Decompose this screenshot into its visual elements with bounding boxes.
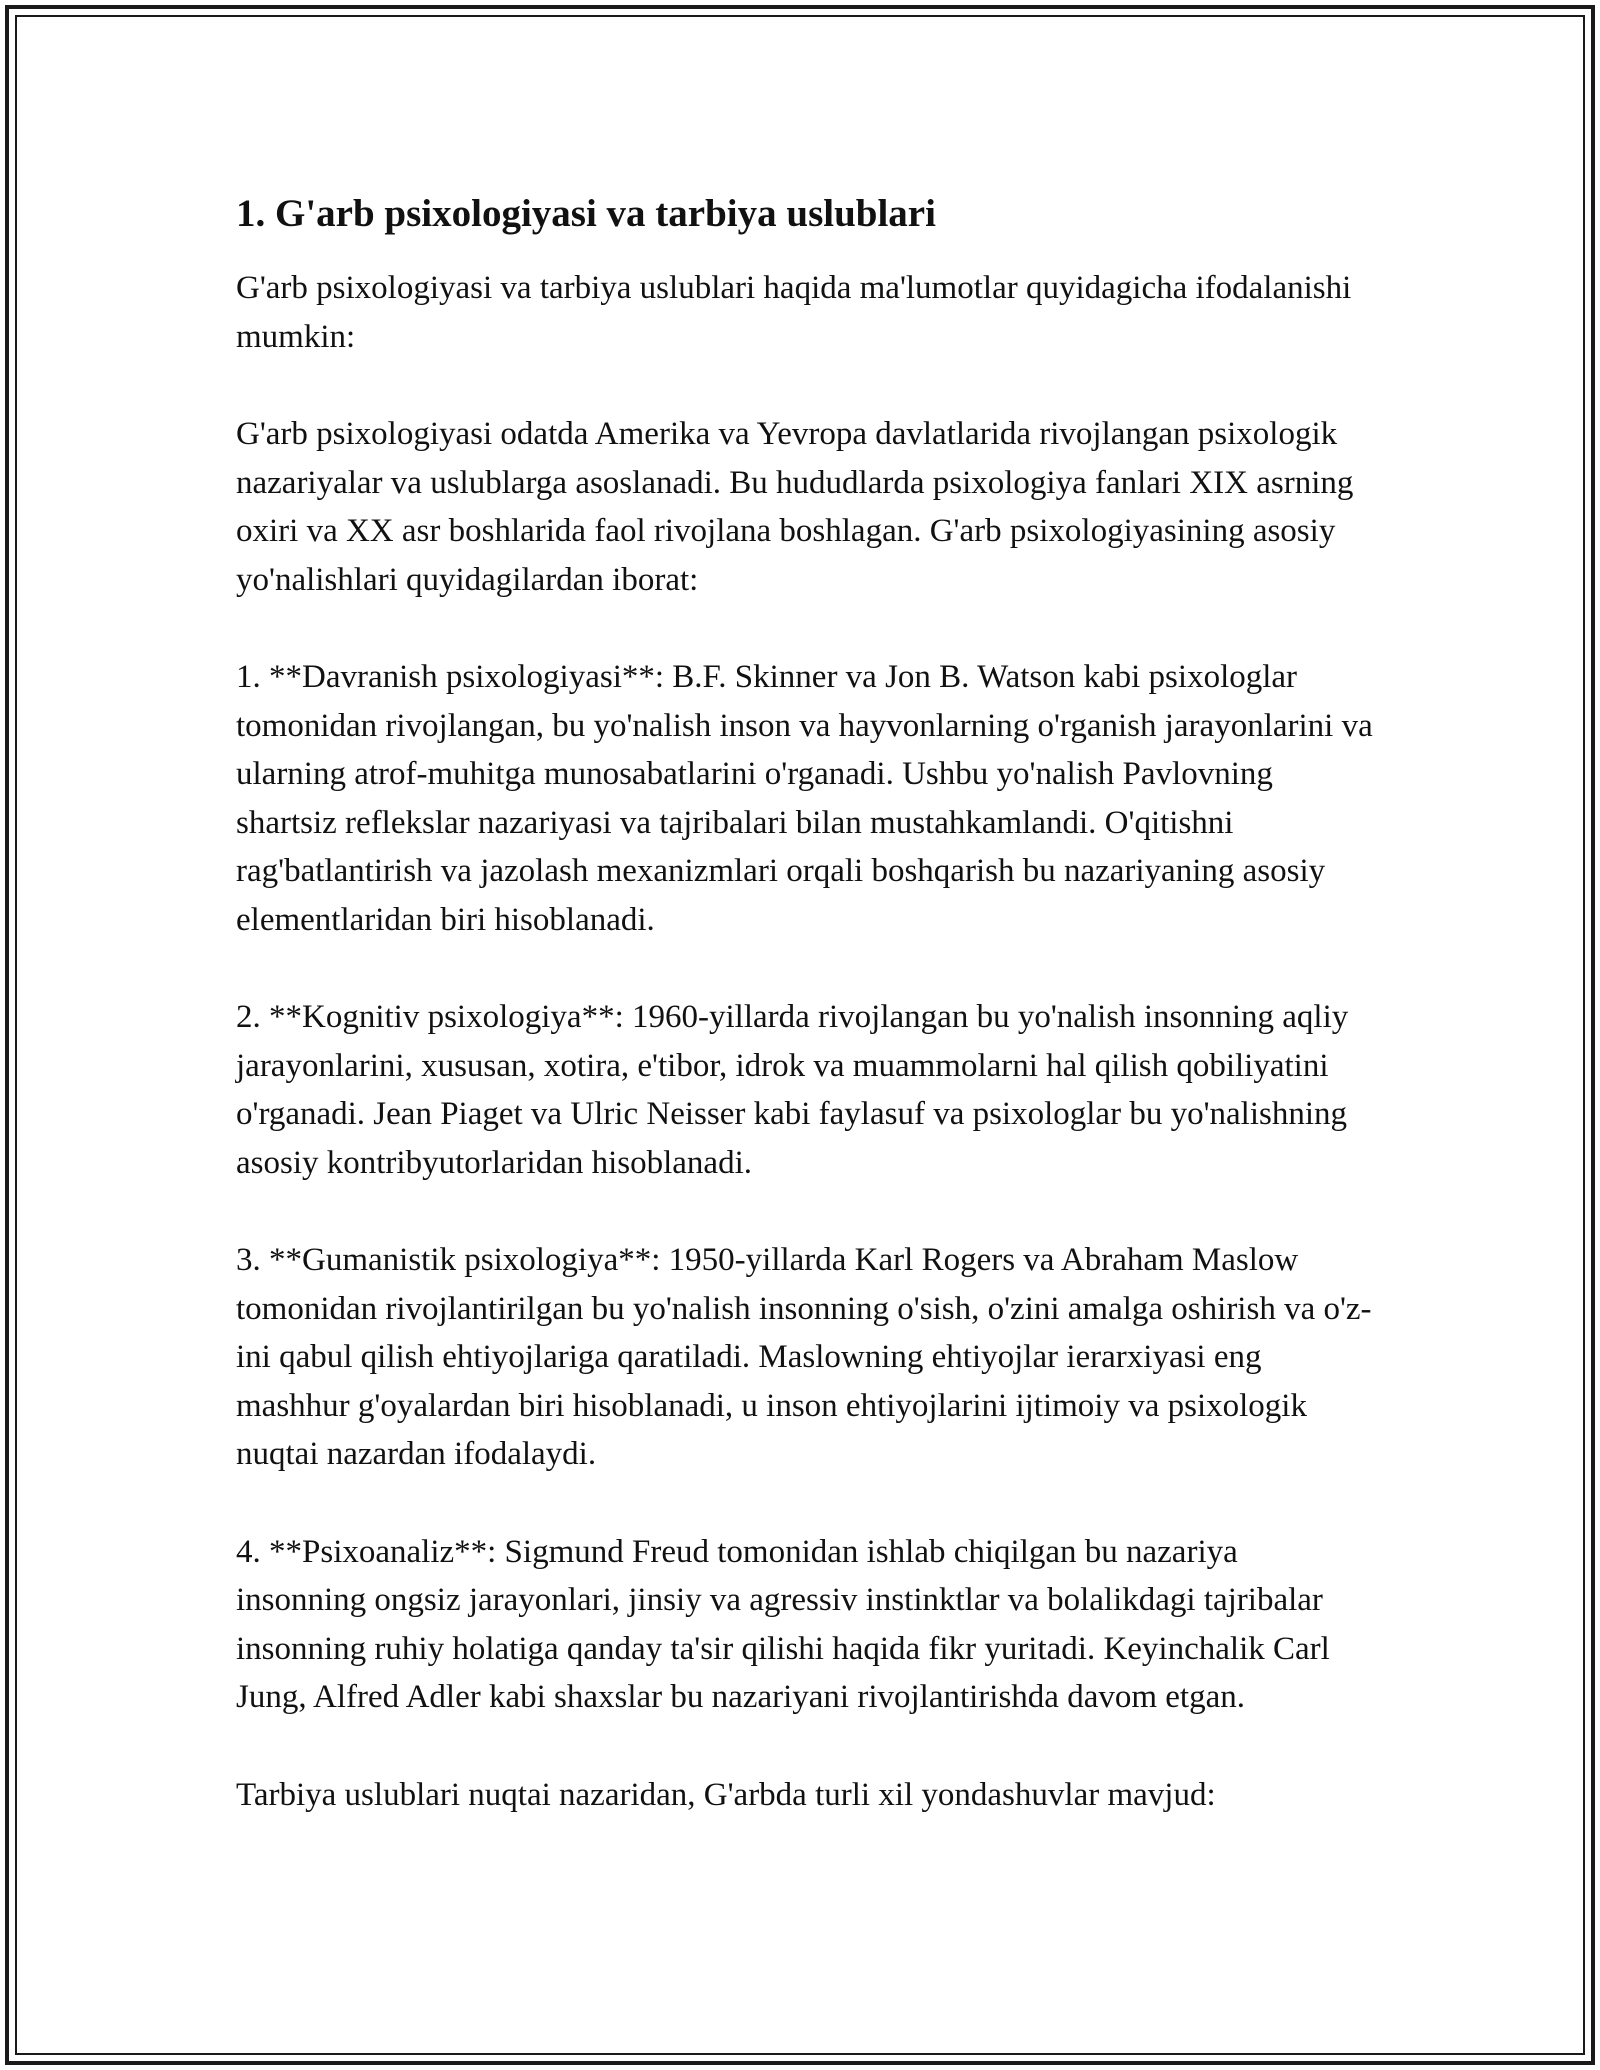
section-heading: 1. G'arb psixologiyasi va tarbiya uslublari [236,192,936,235]
behavioral-psychology-paragraph: 1. **Davranish psixologiyasi**: B.F. Skinner va Jon B. Watson kabi psixologlar tomonidan rivojlangan, bu yo'nalish inson va hayvonlarning o'rganish jarayonlarini va ularning atrof-muhitga munosabatlarini o'rganadi. Ushbu yo'nalish Pavlovning shartsiz reflekslar nazariyasi va tajribalari bilan mustahkamlandi. O'qitishni rag'batlantirish va jazolash mexanizmlari orqali boshqarish bu nazariyaning asosiy elementlaridan biri hisoblanadi. [236,659,1373,938]
upbringing-methods-paragraph: Tarbiya uslublari nuqtai nazaridan, G'arbda turli xil yondashuvlar mavjud: [236,1776,1216,1813]
cognitive-psychology-paragraph: 2. **Kognitiv psixologiya**: 1960-yillarda rivojlangan bu yo'nalish insonning aqliy jarayonlarini, xususan, xotira, e'tibor, idrok va muammolarni hal qilish qobiliyatini o'rganadi. Jean Piaget va Ulric Neisser kabi faylasuf va psixologlar bu yo'nalishning asosiy kontribyutorlaridan hisoblanadi. [236,999,1349,1181]
document-body [236,186,1376,1819]
humanistic-psychology-paragraph: 3. **Gumanistik psixologiya**: 1950-yillarda Karl Rogers va Abraham Maslow tomonidan rivojlantirilgan bu yo'nalish insonning o'sish, o'zini amalga oshirish va o'z-ini qabul qilish ehtiyojlariga qaratiladi. Maslowning ehtiyojlar ierarxiyasi eng mashhur g'oyalardan biri hisoblanadi, u inson ehtiyojlarini ijtimoiy va psixologik nuqtai nazardan ifodalaydi. [236,1242,1372,1472]
psychoanalysis-paragraph: 4. **Psixoanaliz**: Sigmund Freud tomonidan ishlab chiqilgan bu nazariya insonning ongsiz jarayonlari, jinsiy va agressiv instinktlar va bolalikdagi tajribalar insonning ruhiy holatiga qanday ta'sir qilishi haqida fikr yuritadi. Keyinchalik Carl Jung, Alfred Adler kabi shaxslar bu nazariyani rivojlantirishda davom etgan. [236,1533,1330,1715]
intro-paragraph: G'arb psixologiyasi va tarbiya uslublari haqida ma'lumotlar quyidagicha ifodalanishi mumkin: [236,270,1352,355]
overview-paragraph: G'arb psixologiyasi odatda Amerika va Yevropa davlatlarida rivojlangan psixologik nazariyalar va uslublarga asoslanadi. Bu hududlarda psixologiya fanlari XIX asrning oxiri va XX asr boshlarida faol rivojlana boshlagan. G'arb psixologiyasining asosiy yo'nalishlari quyidagilardan iborat: [236,416,1354,598]
